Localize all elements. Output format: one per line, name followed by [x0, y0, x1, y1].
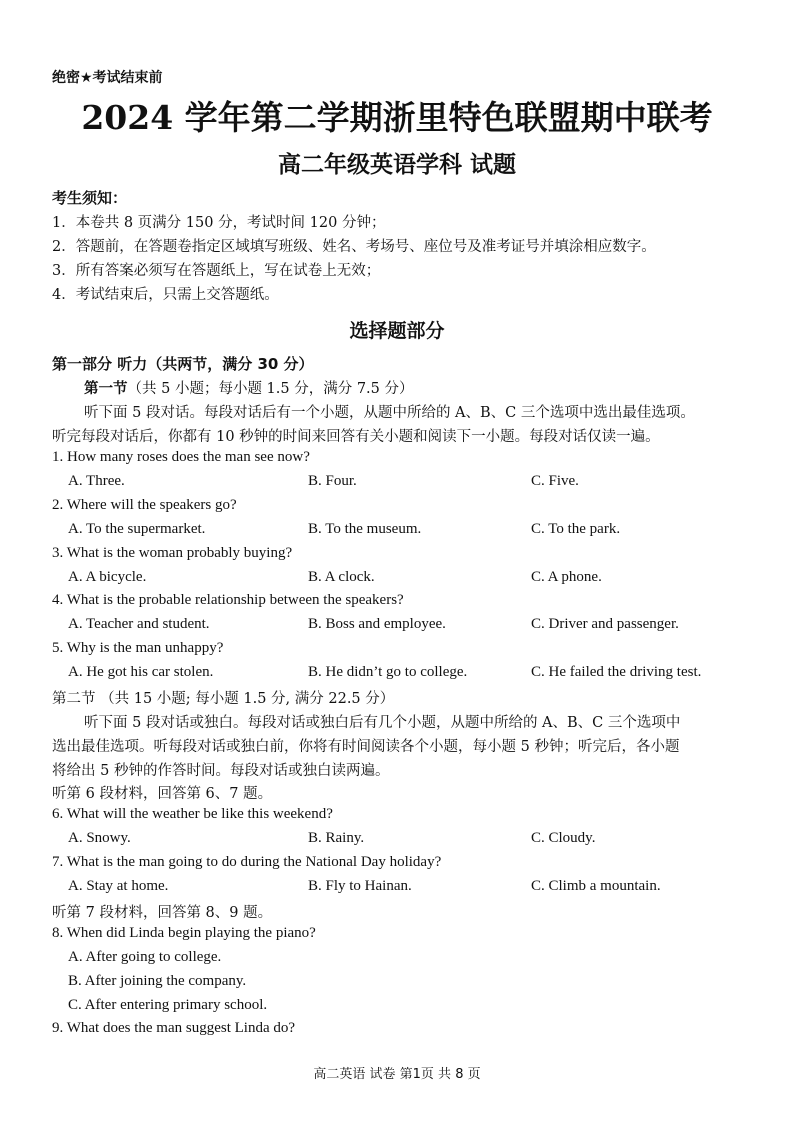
- notice-item: 2．答题前，在答题卷指定区域填写班级、姓名、考场号、座位号及准考证号并填涂相应数字。: [52, 239, 656, 255]
- exam-title: 2024 学年第二学期浙里特色联盟期中联考: [81, 98, 713, 137]
- notice-item: 3．所有答案必须写在答题纸上，写在试卷上无效；: [52, 263, 381, 279]
- section1-heading: [84, 377, 414, 398]
- question-5-option-b: B. He didn’t go to college.: [308, 664, 468, 680]
- question-4-option-b: B. Boss and employee.: [308, 616, 446, 632]
- question-2-stem: 2. Where will the speakers go?: [52, 497, 237, 513]
- question-1-stem: 1. How many roses does the man see now?: [52, 449, 310, 465]
- section2-heading: 第二节 （共 15 小题; 每小题 1.5 分, 满分 22.5 分）: [52, 691, 395, 707]
- notice-item: 1．本卷共 8 页满分 150 分，考试时间 120 分钟；: [52, 215, 386, 231]
- material-6-instruction: 听第 6 段材料，回答第 6、7 题。: [52, 786, 273, 802]
- question-9-stem: 9. What does the man suggest Linda do?: [52, 1020, 296, 1036]
- question-8-stem: 8. When did Linda begin playing the piano?: [52, 925, 316, 941]
- section2-instruction: 听下面 5 段对话或独白。每段对话或独白后有几个小题，从题中所给的 A、B、C 三个选项中: [84, 715, 681, 731]
- question-2-option-a: A. To the supermarket.: [68, 521, 206, 537]
- question-8-option-b: B. After joining the company.: [68, 973, 247, 989]
- question-5-option-c: C. He failed the driving test.: [531, 664, 702, 680]
- question-1-option-a: A. Three.: [68, 473, 125, 489]
- question-7-stem: 7. What is the man going to do during the National Day holiday?: [52, 854, 442, 870]
- question-2-option-b: B. To the museum.: [308, 521, 422, 537]
- section1-desc: （共 5 小题；每小题 1.5 分，满分 7.5 分）: [127, 381, 414, 397]
- confidential-label: 绝密★考试结束前: [52, 70, 163, 86]
- section-title: 选择题部分: [349, 320, 445, 342]
- question-3-stem: 3. What is the woman probably buying?: [52, 545, 293, 561]
- notice-item: 4．考试结束后，只需上交答题纸。: [52, 287, 279, 303]
- question-4-option-a: A. Teacher and student.: [68, 616, 210, 632]
- section2-instruction: 选出最佳选项。听每段对话或独白前，你将有时间阅读各个小题，每小题 5 秒钟；听完后，各小题: [52, 739, 680, 755]
- question-7-option-b: B. Fly to Hainan.: [308, 878, 412, 894]
- part1-heading: 第一部分 听力（共两节，满分 30 分）: [52, 355, 314, 373]
- question-6-option-b: B. Rainy.: [308, 830, 365, 846]
- question-4-stem: 4. What is the probable relationship between the speakers?: [52, 592, 404, 608]
- question-6-option-a: A. Snowy.: [68, 830, 131, 846]
- question-7-option-a: A. Stay at home.: [68, 878, 169, 894]
- notice-heading: 考生须知：: [52, 189, 128, 207]
- section1-label: 第一节: [84, 381, 128, 397]
- section2-instruction: 将给出 5 秒钟的作答时间。每段对话或独白读两遍。: [52, 763, 390, 779]
- question-1-option-b: B. Four.: [308, 473, 357, 489]
- question-8-option-c: C. After entering primary school.: [68, 997, 268, 1013]
- question-6-option-c: C. Cloudy.: [531, 830, 596, 846]
- question-7-option-c: C. Climb a mountain.: [531, 878, 661, 894]
- question-4-option-c: C. Driver and passenger.: [531, 616, 679, 632]
- question-5-stem: 5. Why is the man unhappy?: [52, 640, 224, 656]
- question-5-option-a: A. He got his car stolen.: [68, 664, 214, 680]
- question-3-option-b: B. A clock.: [308, 569, 375, 585]
- question-3-option-c: C. A phone.: [531, 569, 602, 585]
- section1-instruction: 听下面 5 段对话。每段对话后有一个小题，从题中所给的 A、B、C 三个选项中选出最佳选项。: [84, 405, 695, 421]
- question-2-option-c: C. To the park.: [531, 521, 621, 537]
- exam-subtitle: 高二年级英语学科 试题: [277, 152, 516, 178]
- question-1-option-c: C. Five.: [531, 473, 579, 489]
- question-3-option-a: A. A bicycle.: [68, 569, 147, 585]
- page-footer: 高二英语 试卷 第1页 共 8 页: [313, 1067, 481, 1082]
- question-6-stem: 6. What will the weather be like this weekend?: [52, 806, 333, 822]
- question-8-option-a: A. After going to college.: [68, 949, 222, 965]
- section1-instruction: 听完每段对话后，你都有 10 秒钟的时间来回答有关小题和阅读下一小题。每段对话仅读一遍。: [52, 429, 660, 445]
- material-7-instruction: 听第 7 段材料，回答第 8、9 题。: [52, 905, 273, 921]
